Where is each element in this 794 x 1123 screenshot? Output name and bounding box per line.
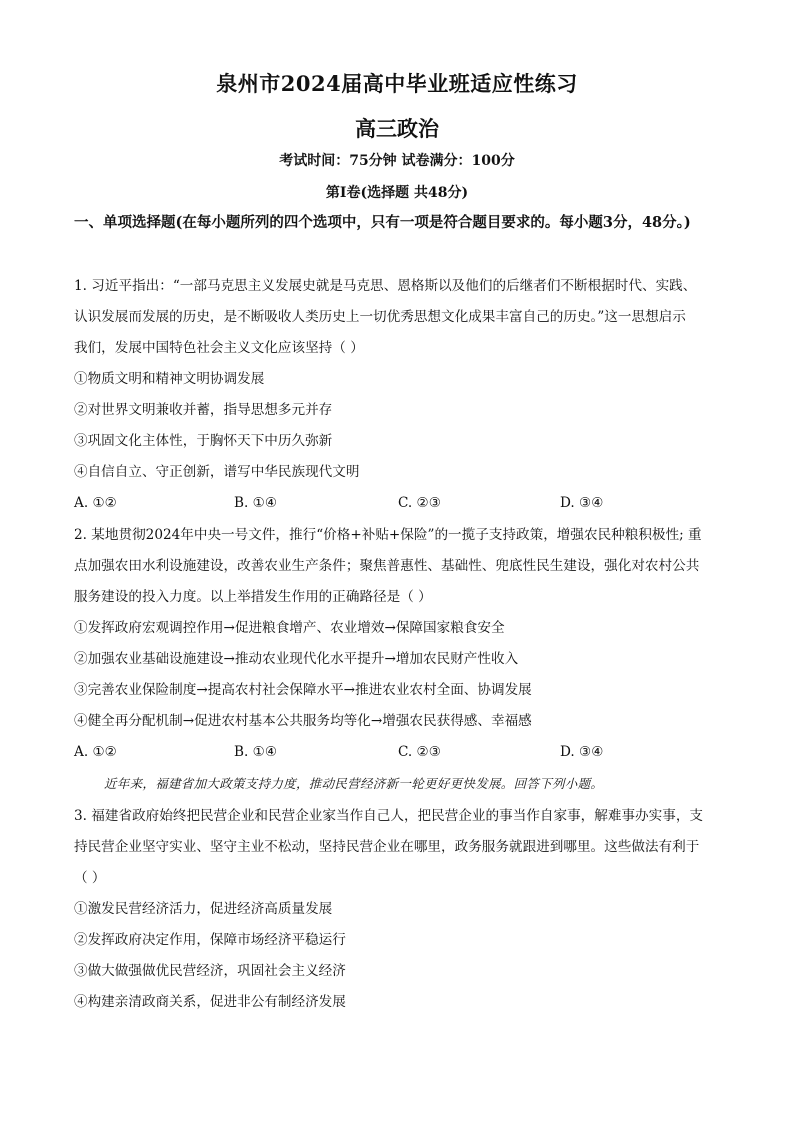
exam-info: 考试时间：75分钟 试卷满分：100分 [279,153,515,169]
q2-stem-line-1: 2. 某地贯彻2024年中央一号文件，推行“价格+补贴+保险”的一揽子支持政策，增强农民种粮积极性; 重 [74,527,702,543]
q3-statement-2: ②发挥政府决定作用，保障市场经济平稳运行 [74,932,346,948]
q1-stem-line-2: 认识发展而发展的历史，是不断吸收人类历史上一切优秀思想文化成果丰富自己的历史。”这一思想启示 [74,309,686,325]
q2-option-d[interactable]: D. ③④ [560,744,604,760]
q3-stem-line-2: 持民营企业坚守实业、坚守主业不松动，坚持民营企业在哪里，政务服务就跟进到哪里。这些做法有利于 [74,839,700,855]
q2-statement-1: ①发挥政府宏观调控作用→促进粮食增产、农业增效→保障国家粮食安全 [74,620,505,636]
q3-stem-line-3: （ ） [74,870,106,886]
q2-stem-line-2: 点加强农田水利设施建设，改善农业生产条件；聚焦普惠性、基础性、兜底性民生建设，强化对农村公共 [74,558,700,574]
q2-statement-2: ②加强农业基础设施建设→推动农业现代化水平提升→增加农民财产性收入 [74,651,519,667]
q1-statement-4: ④自信自立、守正创新，谱写中华民族现代文明 [74,464,360,480]
q3-stem-line-1: 3. 福建省政府始终把民营企业和民营企业家当作自己人，把民营企业的事当作自家事，解难事办实事，支 [74,808,704,824]
q1-stem-line-3: 我们，发展中国特色社会主义文化应该坚持（ ） [74,340,364,356]
q2-stem-line-3: 服务建设的投入力度。以上举措发生作用的正确路径是（ ） [74,589,432,605]
group-intro: 近年来，福建省加大政策支持力度，推动民营经济新一轮更好更快发展。回答下列小题。 [104,776,604,791]
q2-option-b[interactable]: B. ①④ [234,744,278,760]
q2-statement-4: ④健全再分配机制→促进农村基本公共服务均等化→增强农民获得感、幸福感 [74,713,532,729]
q2-option-c[interactable]: C. ②③ [398,744,441,760]
q2-option-a[interactable]: A. ①② [74,744,117,760]
q1-options [74,493,734,513]
q1-option-b[interactable]: B. ①④ [234,495,278,511]
q3-statement-3: ③做大做强做优民营经济，巩固社会主义经济 [74,963,346,979]
q3-statement-1: ①激发民营经济活力，促进经济高质量发展 [74,901,333,917]
exam-title: 泉州市2024届高中毕业班适应性练习 [216,71,578,96]
q1-statement-2: ②对世界文明兼收并蓄，指导思想多元并存 [74,402,333,418]
q1-option-d[interactable]: D. ③④ [560,495,604,511]
section-heading: 一、单项选择题(在每小题所列的四个选项中，只有一项是符合题目要求的。每小题3分，48分。) [74,214,691,231]
q3-statement-4: ④构建亲清政商关系，促进非公有制经济发展 [74,994,346,1010]
q1-option-a[interactable]: A. ①② [74,495,117,511]
q1-statement-1: ①物质文明和精神文明协调发展 [74,371,265,387]
part-heading: 第Ⅰ卷(选择题 共48分) [325,185,469,201]
q1-statement-3: ③巩固文化主体性，于胸怀天下中历久弥新 [74,433,333,449]
q2-statement-3: ③完善农业保险制度→提高农村社会保障水平→推进农业农村全面、协调发展 [74,682,532,698]
q1-stem-line-1: 1. 习近平指出：“一部马克思主义发展史就是马克思、恩格斯以及他们的后继者们不断根据时代、实践、 [74,278,697,294]
q1-option-c[interactable]: C. ②③ [398,495,441,511]
exam-subject: 高三政治 [355,116,439,141]
q2-options [74,742,734,762]
